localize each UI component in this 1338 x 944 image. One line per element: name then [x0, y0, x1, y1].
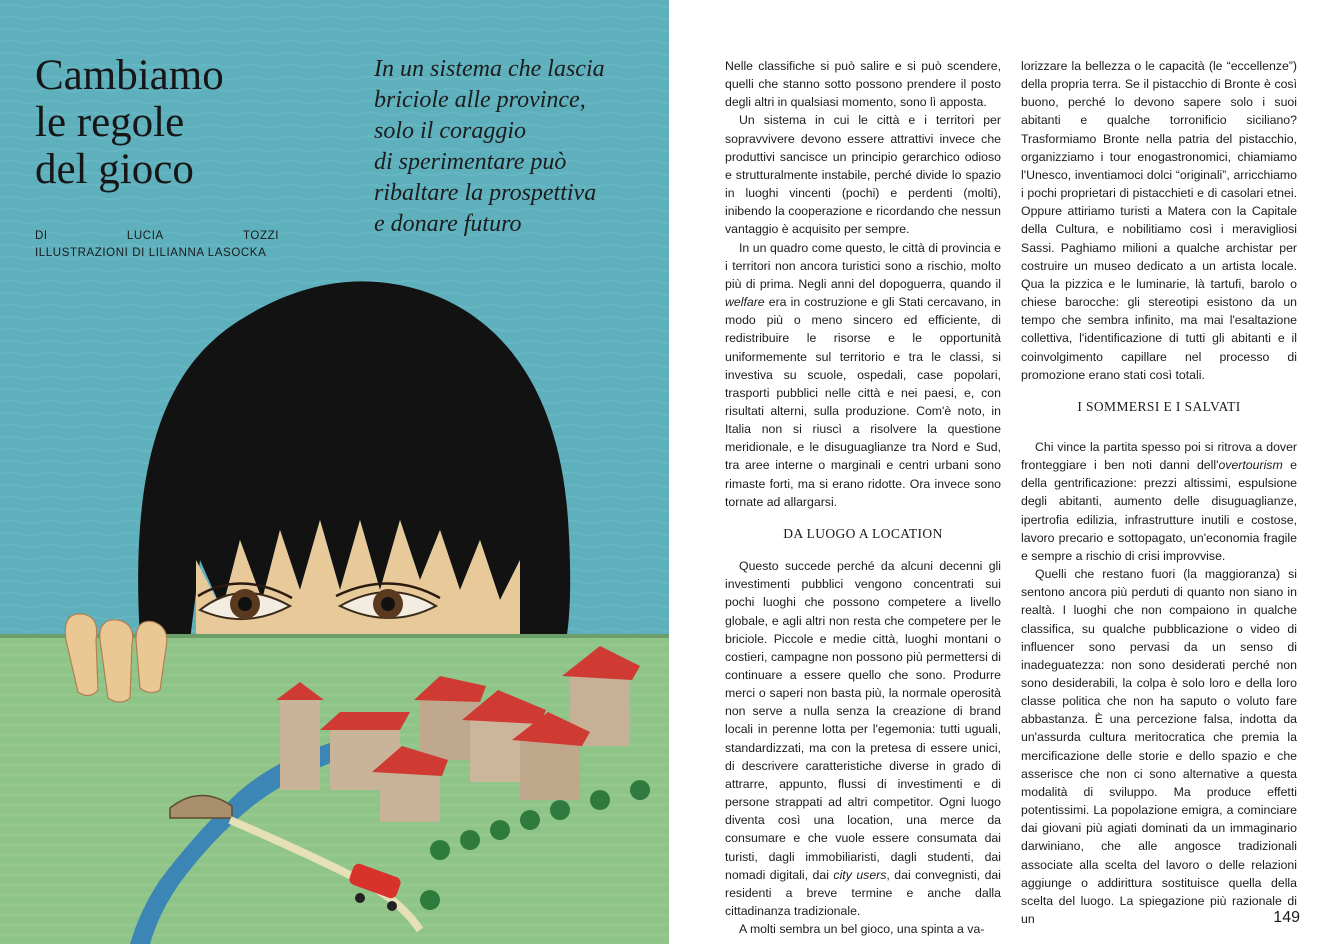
byline [35, 228, 279, 262]
text-page [669, 0, 1338, 944]
title-line: del gioco [35, 146, 194, 193]
deck-line: e donare futuro [374, 211, 522, 237]
byline-di: DI [35, 230, 48, 242]
paragraph: Questo succede perché da alcuni decenni gli investimenti pubblici vengono concentrati sui pochi luoghi che possono competere a livello globale, e agli altri non resta che competere per le briciole. Piccole e medie città, luoghi montani o costieri, campagne non possono più permettersi di continuare a essere quello che sono. Produrre merci o saperi non basta più, la normale operosità non serve a nulla senza la creazione di brand locali in perenne lotta per l'egemonia: tutti uguali, standardizzati, ma con la pretesa di essere unici, di descrivere caratteristiche diverse in grado di attrarre, appunto, flussi di investimenti e di persone strappati ad altri competitor. Ogni luogo diventa così una location, una merce da consumare e che vuole essere consumata dai turisti, dagli immobiliaristi, dagli studenti, dai nomadi digitali, dai city users, dai convegnisti, dai residenti a breve termine e anche dalla cittadinanza tradizionale. [725, 559, 1001, 919]
paragraph: Un sistema in cui le città e i territori per sopravvivere devono essere attrattivi invece che produttivi sancisce un principio gerarchico odioso e strutturalmente instabile, perché divide lo spazio in luoghi vincenti (pochi) e perdenti (molti), inibendo la cooperazione e ricordando che nessun vantaggio è acquisito per sempre. [725, 113, 1001, 237]
author-first-name: LUCIA [126, 230, 164, 242]
text-column-2 [1021, 57, 1297, 928]
paragraph: Nelle classifiche si può salire e si può scendere, quelli che stanno sotto possono prendere il posto degli altri in qualsiasi momento, sono lì apposta. [725, 59, 1001, 110]
author-line [35, 228, 279, 245]
deck-line: briciole alle province, [374, 87, 586, 113]
section-heading: DA LUOGO A LOCATION [783, 525, 943, 541]
paragraph: In un quadro come questo, le città di provincia e i territori non ancora turistici sono a rischio, molto più di prima. Negli anni del dopoguerra, quando il welfare era in costruzione e gli Stati cercavano, in modo più o meno sincero ed efficiente, di redistribuire le risorse e le opportunità uniformemente sul territorio e tra le classi, si investiva su scuole, ospedali, case popolari, trasporti pubblici nelle città e nei paesi, e, con risultati alterni, sulla produzione. Com'è noto, in Italia non si riuscì a risolvere la questione meridionale, e le disuguaglianze tra Nord e Sud, tra aree interne o marginali e centri urbani sono rimaste forti, ma si erano ridotte. Ora invece sono tornate ad allargarsi. [725, 240, 1001, 509]
deck-line: solo il coraggio [374, 118, 527, 144]
deck-line: In un sistema che lascia [374, 56, 605, 82]
paragraph: lorizzare la bellezza o le capacità (le “eccellenze”) della propria terra. Se il pistacchio di Bronte è così buono, perché lo devono sapere solo i suoi abitanti e qualche torronificio siciliano? Trasformiamo Bronte nella patria del pistacchio, organizziamo i tour enogastronomici, chiamiamo l'Unesco, inventiamoci dolci “originali”, arricchiamo i pochi proprietari di pistacchieti e di casolari etnei. Oppure attiriamo turisti a Matera con la Capitale della Cultura, e nobilitiamo così i meravigliosi Sassi. Paghiamo milioni a qualche archistar per costruire un museo dedicato a un artista locale. Qua la pizzica e le luminarie, là tartufi, barolo o chiese barocche: gli stereotipi esistono da un tempo che sembra infinito, ma mai l'esaltazione collettiva, l'identificazione di tutti gli abitanti e il coinvolgimento capillare nel processo di promozione erano stati così totali. [1021, 59, 1297, 382]
paragraph: A molti sembra un bel gioco, una spinta a va- [739, 922, 985, 937]
title-line: le regole [35, 99, 185, 146]
paragraph: Chi vince la partita spesso poi si ritrova a dover fronteggiare i ben noti danni dell'overtourism e della gentrificazione: prezzi altissimi, espulsione degli abitanti, aumento delle disuguaglianze, ipertrofia edilizia, infrastrutture inutili e costose, lavoro precario e sottopagato, un'economia fragile e sempre a rischio di crisi improvvise. [1021, 439, 1297, 563]
deck-line: di sperimentare può [374, 149, 567, 175]
illustrator-credit: ILLUSTRAZIONI DI LILIANNA LASOCKA [35, 247, 267, 259]
article-deck [374, 54, 644, 240]
title-line: Cambiamo [35, 52, 224, 99]
text-column-1 [725, 57, 1001, 938]
author-last-name: TOZZI [242, 230, 279, 242]
section-heading: I SOMMERSI E I SALVATI [1077, 398, 1241, 414]
paragraph: Quelli che restano fuori (la maggioranza) si sentono ancora più perduti di quanto non siano in realtà. I luoghi che non compaiono in qualche classifica, su qualche pubblicazione o video di influencer sono pervasi da un senso di inadeguatezza: non sono desiderati perché non sono desiderabili, la colpa è solo loro e della loro classe politica che non ha saputo o voluto fare abbastanza. È una percezione falsa, indotta da un'assurda cultura meritocratica che premia la mercificazione delle storie e dello spazio e che asserisce che non ci sono alternative a questa modalità di sviluppo. Ma produce effetti potentissimi. La popolazione emigra, a cominciare dai giovani più agiati dominati da un immaginario darwiniano, che alle angosce tradizionali associate alla scelta del lavoro o delle relazioni aggiunge o addirittura sostituisce quella della scelta del luogo. La spiegazione più razionale di un [1021, 567, 1297, 927]
deck-line: ribaltare la prospettiva [374, 180, 597, 206]
page-number: 149 [1273, 909, 1300, 926]
article-title [35, 52, 295, 193]
fingers [65, 614, 166, 702]
